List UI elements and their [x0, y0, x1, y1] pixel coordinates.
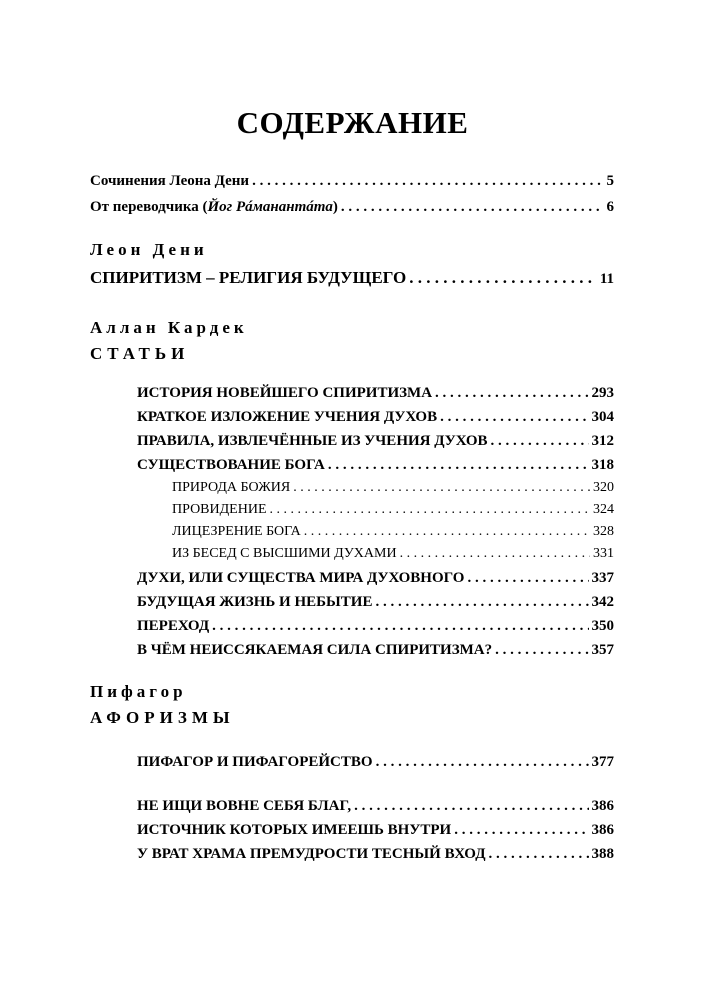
toc-entry-title: В ЧЁМ НЕИССЯКАЕМАЯ СИЛА СПИРИТИЗМА?: [137, 642, 493, 658]
dot-leader: [293, 480, 590, 496]
dot-leader: [304, 524, 590, 540]
toc-entry-title: [90, 199, 338, 216]
toc-entry-page: 342: [591, 594, 614, 610]
toc-entry-major[interactable]: [90, 268, 614, 288]
dot-leader: [375, 594, 588, 611]
dot-leader: [491, 433, 589, 450]
toc-entry-front-works[interactable]: [90, 173, 614, 190]
toc-title-part: От переводчика (: [90, 199, 208, 215]
toc-entry-page: 386: [591, 822, 614, 838]
toc-entry-page: 11: [599, 271, 614, 287]
toc-entry[interactable]: [137, 594, 614, 611]
toc-entry[interactable]: [137, 457, 614, 474]
toc-entry-title: ИСТОЧНИК КОТОРЫХ ИМЕЕШЬ ВНУТРИ: [137, 822, 452, 838]
toc-entry-page: 386: [591, 798, 614, 814]
toc-entry-title: СПИРИТИЗМ – РЕЛИГИЯ БУДУЩЕГО: [90, 268, 407, 287]
toc-entry-page: 388: [591, 846, 614, 862]
toc-entry-page: 328: [593, 524, 614, 539]
toc-entry-title: БУДУЩАЯ ЖИЗНЬ И НЕБЫТИЕ: [137, 594, 373, 610]
toc-entry-title: ПРАВИЛА, ИЗВЛЕЧЁННЫЕ ИЗ УЧЕНИЯ ДУХОВ: [137, 433, 488, 449]
toc-title-part: ): [332, 199, 338, 215]
section-heading: АФОРИЗМЫ: [90, 708, 235, 727]
dot-leader: [467, 570, 588, 587]
toc-entry-page: 318: [591, 457, 614, 473]
toc-entry-page: 6: [606, 199, 614, 215]
author-name: Пифагор: [90, 682, 187, 701]
toc-entry[interactable]: [137, 433, 614, 450]
toc-subentry[interactable]: [172, 480, 614, 496]
toc-entry[interactable]: [137, 846, 614, 863]
toc-entry-title: ПРОВИДЕНИЕ: [172, 502, 267, 517]
toc-entry-page: 5: [606, 173, 614, 189]
toc-entry-title: Сочинения Леона Дени: [90, 173, 250, 189]
dot-leader: [354, 798, 588, 815]
toc-entry[interactable]: [137, 385, 614, 402]
toc-entry[interactable]: [137, 642, 614, 659]
author-name: Аллан Кардек: [90, 318, 248, 337]
dot-leader: [270, 502, 591, 518]
dot-leader: [341, 199, 604, 216]
dot-leader: [495, 642, 588, 659]
dot-leader: [435, 385, 588, 402]
toc-entry-title: СУЩЕСТВОВАНИЕ БОГА: [137, 457, 325, 473]
toc-entry-title: КРАТКОЕ ИЗЛОЖЕНИЕ УЧЕНИЯ ДУХОВ: [137, 409, 438, 425]
toc-title-italic: Йог Рáманантáта: [207, 199, 333, 215]
toc-subentry[interactable]: [172, 546, 614, 562]
dot-leader: [252, 173, 603, 190]
toc-entry[interactable]: [137, 409, 614, 426]
dot-leader: [328, 457, 589, 474]
toc-subentry[interactable]: [172, 502, 614, 518]
toc-entry-title: ИЗ БЕСЕД С ВЫСШИМИ ДУХАМИ: [172, 546, 397, 561]
dot-leader: [212, 618, 588, 635]
toc-entry-title: НЕ ИЩИ ВОВНЕ СЕБЯ БЛАГ,: [137, 798, 352, 814]
toc-entry[interactable]: [137, 570, 614, 587]
toc-entry-page: 324: [593, 502, 614, 517]
toc-entry-title: ПРИРОДА БОЖИЯ: [172, 480, 291, 495]
toc-entry-page: 350: [591, 618, 614, 634]
toc-entry[interactable]: [137, 822, 614, 839]
dot-leader: [440, 409, 588, 426]
dot-leader: [400, 546, 590, 562]
dot-leader: [489, 846, 589, 863]
toc-entry-page: 320: [593, 480, 614, 495]
toc-entry-title: ПИФАГОР И ПИФАГОРЕЙСТВО: [137, 754, 373, 770]
toc-entry-title: У ВРАТ ХРАМА ПРЕМУДРОСТИ ТЕСНЫЙ ВХОД: [137, 846, 486, 862]
toc-entry-title: ЛИЦЕЗРЕНИЕ БОГА: [172, 524, 301, 539]
dot-leader: [454, 822, 588, 839]
toc-entry-page: 377: [591, 754, 614, 770]
toc-entry-page: 331: [593, 546, 614, 561]
toc-entry-page: 293: [591, 385, 614, 401]
toc-entry[interactable]: [137, 754, 614, 771]
toc-entry-title: ДУХИ, ИЛИ СУЩЕСТВА МИРА ДУХОВНОГО: [137, 570, 465, 586]
author-name: Леон Дени: [90, 240, 208, 259]
dot-leader: [409, 268, 597, 288]
toc-entry[interactable]: [137, 618, 614, 635]
dot-leader: [376, 754, 589, 771]
toc-entry-page: 357: [591, 642, 614, 658]
toc-entry[interactable]: [137, 798, 614, 815]
toc-subentry[interactable]: [172, 524, 614, 540]
toc-entry-page: 304: [591, 409, 614, 425]
toc-entry-page: 312: [591, 433, 614, 449]
page-title: СОДЕРЖАНИЕ: [236, 105, 469, 140]
toc-entry-title: ИСТОРИЯ НОВЕЙШЕГО СПИРИТИЗМА: [137, 385, 433, 401]
section-heading: СТАТЬИ: [90, 344, 190, 363]
toc-entry-page: 337: [591, 570, 614, 586]
toc-entry-title: ПЕРЕХОД: [137, 618, 210, 634]
toc-entry-translator[interactable]: [90, 199, 614, 216]
